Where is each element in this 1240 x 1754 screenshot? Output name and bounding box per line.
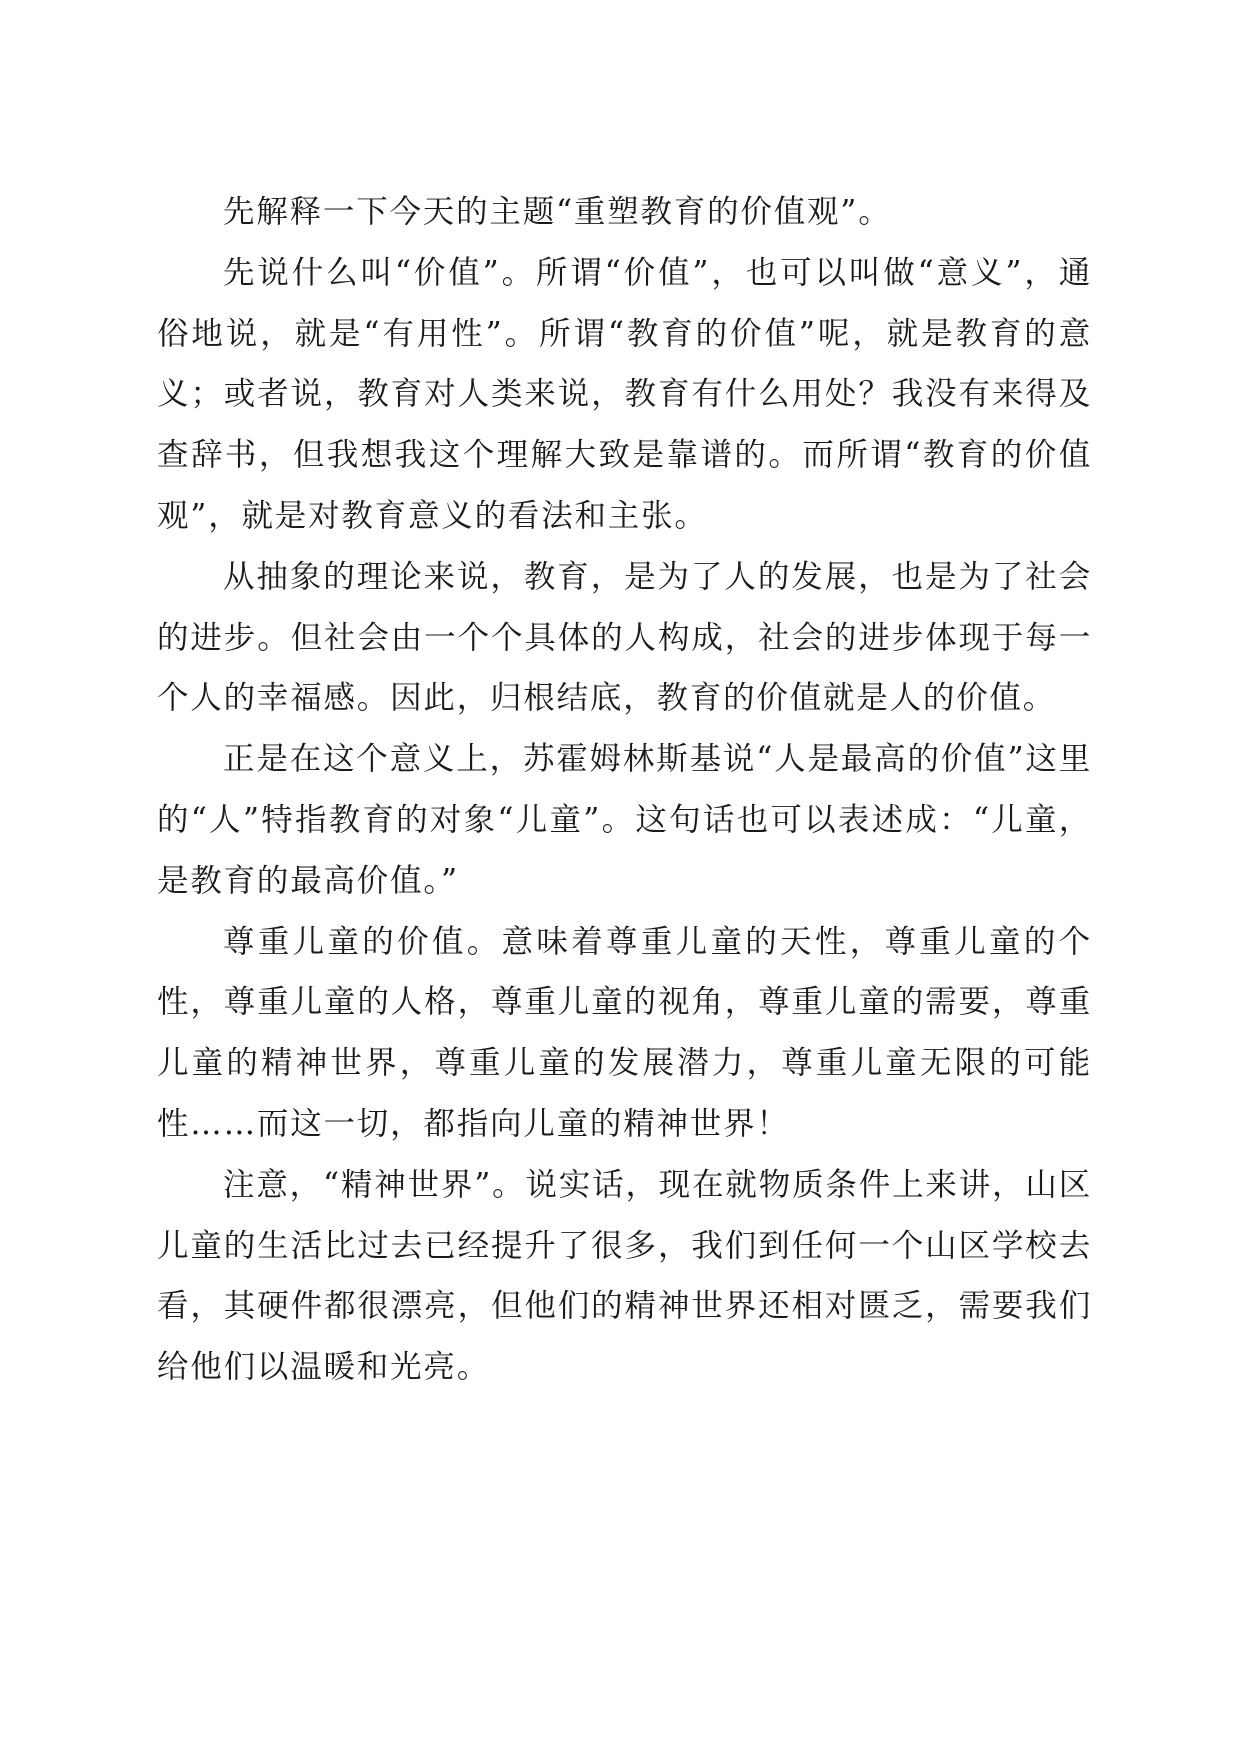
paragraph-2: 先说什么叫“价值”。所谓“价值”，也可以叫做“意义”，通俗地说，就是“有用性”。所谓“教育的价值”呢，就是教育的意义；或者说，教育对人类来说，教育有什么用处？我没有来得及查辞书，但我想我这个理解大致是靠谱的。而所谓“教育的价值观”，就是对教育意义的看法和主张。: [157, 254, 1092, 534]
paragraph-1: 先解释一下今天的主题“重塑教育的价值观”。: [223, 194, 892, 230]
paragraph-6: 注意，“精神世界”。说实话，现在就物质条件上来讲，山区儿童的生活比过去已经提升了很多，我们到任何一个山区学校去看，其硬件都很漂亮，但他们的精神世界还相对匮乏，需要我们给他们以温暖和光亮。: [157, 1166, 1092, 1386]
paragraph-3: 从抽象的理论来说，教育，是为了人的发展，也是为了社会的进步。但社会由一个个具体的人构成，社会的进步体现于每一个人的幸福感。因此，归根结底，教育的价值就是人的价值。: [157, 558, 1092, 717]
paragraph-4: 正是在这个意义上，苏霍姆林斯基说“人是最高的价值”这里的“人”特指教育的对象“儿童”。这句话也可以表述成：“儿童，是教育的最高价值。”: [157, 741, 1092, 899]
document-body: [157, 182, 1092, 1398]
paragraph-5: 尊重儿童的价值。意味着尊重儿童的天性，尊重儿童的个性，尊重儿童的人格，尊重儿童的视角，尊重儿童的需要，尊重儿童的精神世界，尊重儿童的发展潜力，尊重儿童无限的可能性……而这一切，都指向儿童的精神世界！: [157, 923, 1092, 1142]
